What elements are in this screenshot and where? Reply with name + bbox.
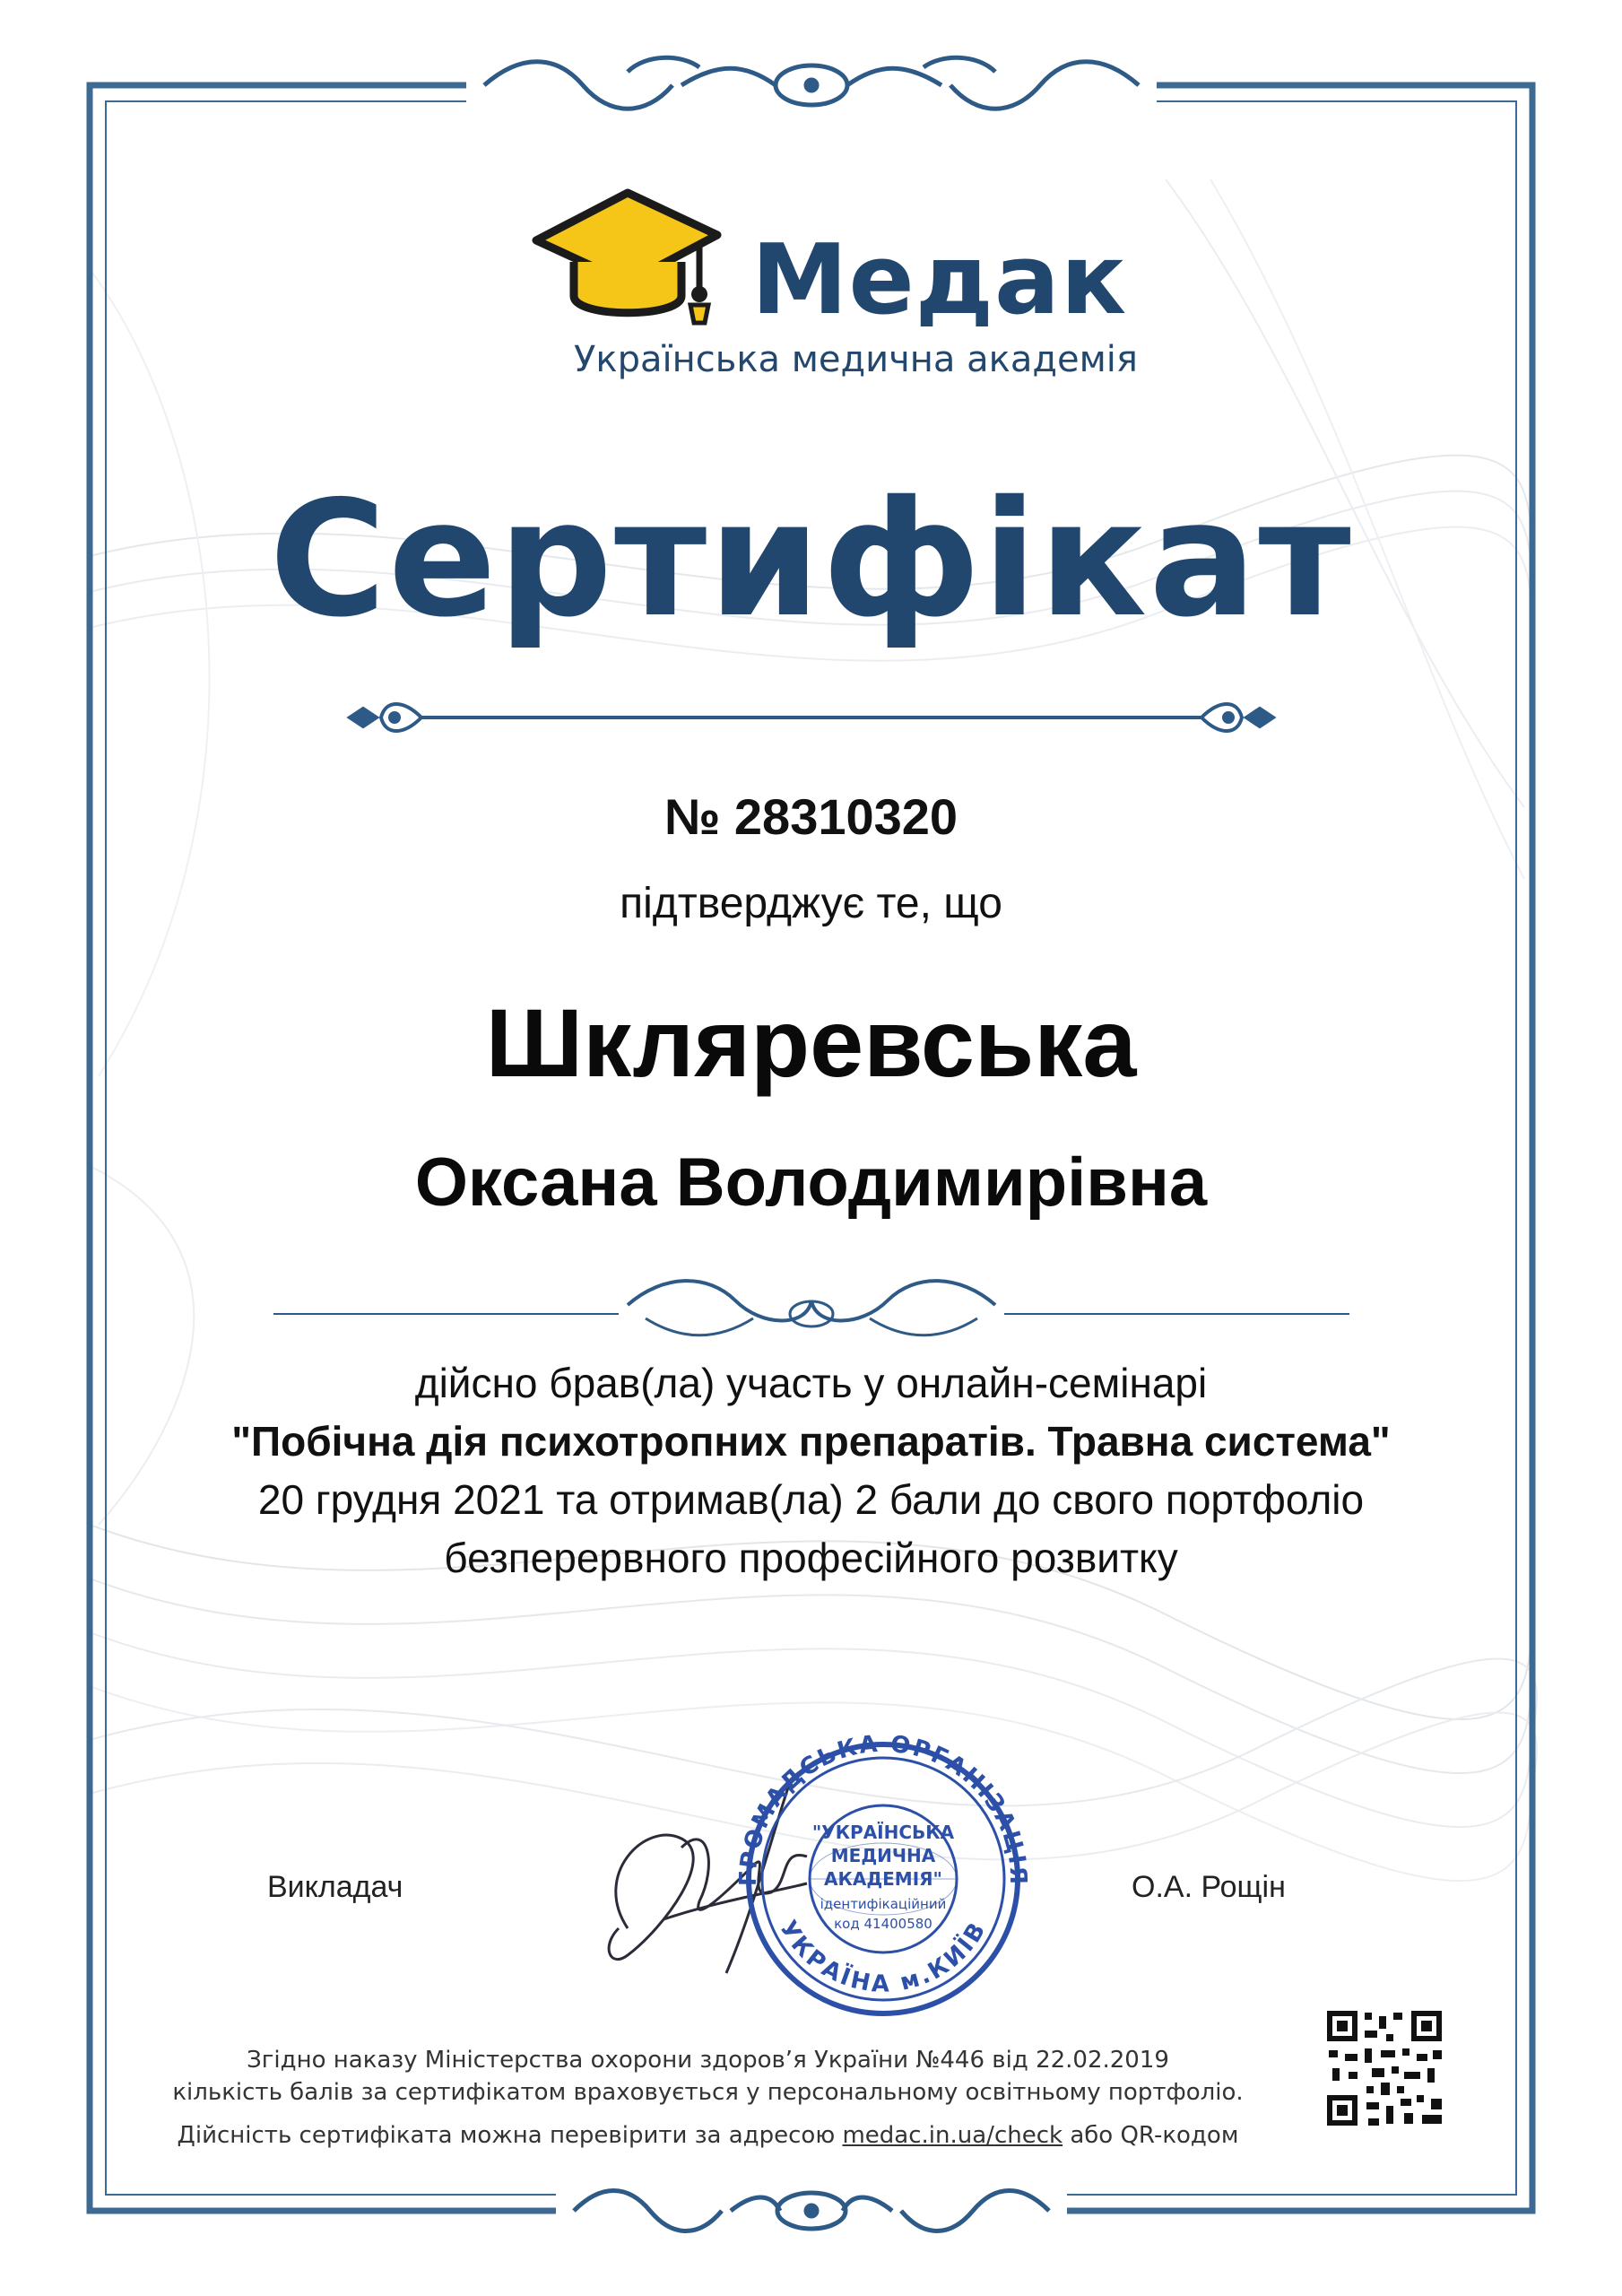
footer-verify-prefix: Дійсність сертифіката можна перевірити за адресою bbox=[177, 2122, 843, 2149]
stamp-inner-line5: код 41400580 bbox=[834, 1916, 932, 1932]
certificate-title: Сертифікат bbox=[269, 466, 1353, 652]
footer-verify-text bbox=[0, 2122, 1622, 2149]
stamp-outer-bottom: УКРАЇНА м.КИЇВ bbox=[774, 1916, 993, 1998]
brand-name: Медак bbox=[751, 224, 1128, 336]
seminar-title: "Побічна дія психотропних препаратів. Травна система" bbox=[231, 1418, 1391, 1465]
development-text: безперервного професійного розвитку bbox=[444, 1535, 1178, 1581]
name-divider bbox=[273, 1281, 1349, 1335]
bottom-ornament bbox=[556, 2179, 1067, 2242]
stamp-inner-line4: ідентифікаційний bbox=[820, 1896, 947, 1912]
brand-subtitle: Українська медична академія bbox=[574, 339, 1138, 380]
stamp-inner-line3: АКАДЕМІЯ" bbox=[824, 1868, 942, 1890]
footer-order-text: Згідно наказу Міністерства охорони здоров’я України №446 від 22.02.2019 bbox=[247, 2047, 1169, 2074]
top-ornament bbox=[466, 54, 1157, 117]
footer-verify-suffix: або QR-кодом bbox=[1063, 2122, 1239, 2149]
stamp-outer-top: ГРОМАДСЬКА ОРГАНІЗАЦІЯ bbox=[734, 1730, 1032, 1887]
signature-scribble bbox=[609, 1785, 807, 1973]
stamp-inner-line1: "УКРАЇНСЬКА bbox=[811, 1822, 955, 1843]
graduation-cap-logo bbox=[536, 193, 717, 323]
certificate-number: № 28310320 bbox=[664, 788, 958, 845]
signer-name: О.А. Рощін bbox=[1132, 1870, 1286, 1904]
confirm-text: підтверджує те, що bbox=[620, 880, 1002, 927]
date-points-text: 20 грудня 2021 та отримав(ла) 2 бали до свого портфоліо bbox=[257, 1476, 1365, 1523]
verify-link[interactable]: medac.in.ua/check bbox=[842, 2122, 1063, 2149]
lecturer-label: Викладач bbox=[267, 1870, 403, 1904]
organization-stamp bbox=[749, 1744, 1018, 2013]
recipient-last-name: Шкляревська bbox=[485, 988, 1137, 1097]
participation-text: дійсно брав(ла) участь у онлайн-семінарі bbox=[414, 1360, 1208, 1406]
recipient-first-name: Оксана Володимирівна bbox=[414, 1144, 1208, 1221]
title-divider bbox=[350, 704, 1273, 731]
stamp-inner-line2: МЕДИЧНА bbox=[830, 1845, 936, 1866]
footer-points-text: кількість балів за сертифікатом враховується у персональному освітньому портфоліо. bbox=[172, 2079, 1244, 2106]
